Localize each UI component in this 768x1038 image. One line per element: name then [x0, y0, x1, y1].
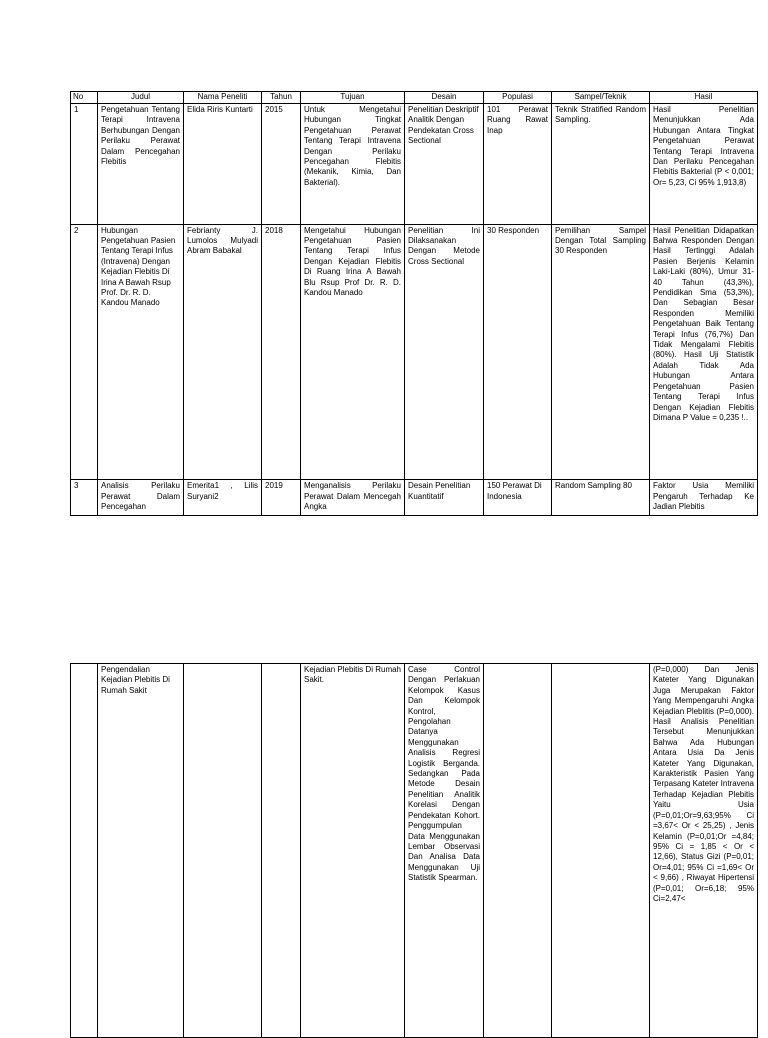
- cell-peneliti: [184, 664, 262, 1038]
- header-no: No: [71, 92, 98, 104]
- header-tahun: Tahun: [262, 92, 301, 104]
- cell-no: 2: [71, 224, 98, 480]
- header-nama-peneliti: Nama Peneliti: [184, 92, 262, 104]
- cell-tujuan: Menganalisis Perilaku Perawat Dalam Mencegah Angka: [301, 480, 405, 516]
- cell-hasil: Hasil Penelitian Menunjukkan Ada Hubungan Antara Tingkat Pengetahuan Perawat Tentang Terapi Intravena Dan Perilaku Pencegahan Flebitis Bakterial (P < 0,001; Or= 5,23, Ci 95% 1,913,8): [650, 104, 758, 225]
- cell-peneliti: Febrianty J. Lumolos Mulyadi Abram Babakal: [184, 224, 262, 480]
- table-row: [71, 224, 758, 480]
- cell-hasil: Faktor Usia Memiliki Pengaruh Terhadap Ke Jadian Plebitis: [650, 480, 758, 516]
- table-row: [71, 104, 758, 225]
- cell-peneliti: Emerita1 , Lilis Suryani2: [184, 480, 262, 516]
- cell-judul: Hubungan Pengetahuan Pasien Tentang Terapi Infus (Intravena) Dengan Kejadian Flebitis Di Irina A Bawah Rsup Prof. Dr. R. D. Kandou Manado: [98, 224, 184, 480]
- literature-table-page-1: [70, 91, 758, 516]
- cell-no: 3: [71, 480, 98, 516]
- header-hasil: Hasil: [650, 92, 758, 104]
- table-row: [71, 480, 758, 516]
- cell-populasi: 30 Responden: [484, 224, 552, 480]
- cell-judul: Pengetahuan Tentang Terapi Intravena Berhubungan Dengan Perilaku Perawat Dalam Pencegahan Flebitis: [98, 104, 184, 225]
- literature-table-page-2: [70, 663, 758, 1038]
- cell-tujuan: Kejadian Plebitis Di Rumah Sakit.: [301, 664, 405, 1038]
- header-tujuan: Tujuan: [301, 92, 405, 104]
- cell-peneliti: Elida Riris Kuntarti: [184, 104, 262, 225]
- cell-tahun: 2018: [262, 224, 301, 480]
- cell-desain: Penelitian Deskriptif Analitik Dengan Pendekatan Cross Sectional: [405, 104, 484, 225]
- cell-populasi: 101 Perawat Ruang Rawat Inap: [484, 104, 552, 225]
- cell-sampel: Pemilihan Sampel Dengan Total Sampling 30 Responden: [552, 224, 650, 480]
- header-judul: Judul: [98, 92, 184, 104]
- cell-sampel: Random Sampling 80: [552, 480, 650, 516]
- cell-desain: Penelitian Ini Dilaksanakan Dengan Metode Cross Sectional: [405, 224, 484, 480]
- cell-tujuan: Untuk Mengetahui Hubungan Tingkat Pengetahuan Perawat Tentang Terapi Intravena Dengan Perilaku Pencegahan Flebitis (Mekanik, Kimia, Dan Bakterial).: [301, 104, 405, 225]
- cell-desain: Case Control Dengan Perlakuan Kelompok Kasus Dan Kelompok Kontrol, Pengolahan Datanya Menggunakan Analisis Regresi Logistik Berganda. Sedangkan Pada Metode Desain Penelitian Analitik Korelasi Dengan Pendekatan Kohort. Penggumpulan Data Menggunakan Lembar Observasi Dan Analisa Data Menggunakan Uji Statistik Spearman.: [405, 664, 484, 1038]
- cell-sampel: Teknik Stratified Random Sampling.: [552, 104, 650, 225]
- table-row-continuation: [71, 664, 758, 1038]
- header-desain: Desain: [405, 92, 484, 104]
- cell-tahun: 2015: [262, 104, 301, 225]
- table-header-row: [71, 92, 758, 104]
- cell-hasil: (P=0,000) Dan Jenis Kateter Yang Digunakan Juga Merupakan Faktor Yang Mempengaruhi Angka Kejadian Pleblitis (P=0,000). Hasil Analisis Penelitian Tersebut Menunjukkan Bahwa Ada Hubungan Antara Usia Da Jenis Kateter Yang Digunakan, Karakteristik Pasien Yang Terpasang Kateter Intravena Terhadap Kejadian Plebitis Yaitu Usia (P=0,01;Or=9,63;95% Ci =3,67< Or < 25,25) , Jenis Kelamin (P=0,01;Or =4,84; 95% Ci = 1,85 < Or < 12,66), Status Gizi (P=0,01; Or=4,01; 95% Ci =1,69< Or < 9,66) , Riwayat Hipertensi (P=0,01; Or=6,18; 95% Ci=2,47<: [650, 664, 758, 1038]
- cell-judul: Pengendalian Kejadian Plebitis Di Rumah Sakit: [98, 664, 184, 1038]
- cell-no: 1: [71, 104, 98, 225]
- cell-tujuan: Mengetahui Hubungan Pengetahuan Pasien Tentang Terapi Infus Dengan Kejadian Flebitis Di Ruang Irina A Bawah Blu Rsup Prof Dr. R. D. Kandou Manado: [301, 224, 405, 480]
- cell-tahun: 2019: [262, 480, 301, 516]
- header-sampel-teknik: Sampel/Teknik: [552, 92, 650, 104]
- cell-tahun: [262, 664, 301, 1038]
- cell-hasil: Hasil Penelitian Didapatkan Bahwa Responden Dengan Hasil Tertinggi Adalah Pasien Berjenis Kelamin Laki-Laki (80%), Umur 31-40 Tahun (43,3%), Pendidikan Sma (53,3%), Dan Sebagian Besar Responden Memiliki Pengetahuan Baik Tentang Terapi Infus (76,7%) Dan Tidak Mengalami Flebitis (80%). Hasil Uji Statistik Adalah Tidak Ada Hubungan Antara Pengetahuan Pasien Tentang Terapi Infus Dengan Kejadian Flebitis Dimana P Value = 0,235 !..: [650, 224, 758, 480]
- cell-no: [71, 664, 98, 1038]
- cell-populasi: [484, 664, 552, 1038]
- cell-judul: Analisis Perilaku Perawat Dalam Pencegahan: [98, 480, 184, 516]
- cell-populasi: 150 Perawat Di Indonesia: [484, 480, 552, 516]
- cell-desain: Desain Penelitian Kuantitatif: [405, 480, 484, 516]
- cell-sampel: [552, 664, 650, 1038]
- header-populasi: Populasi: [484, 92, 552, 104]
